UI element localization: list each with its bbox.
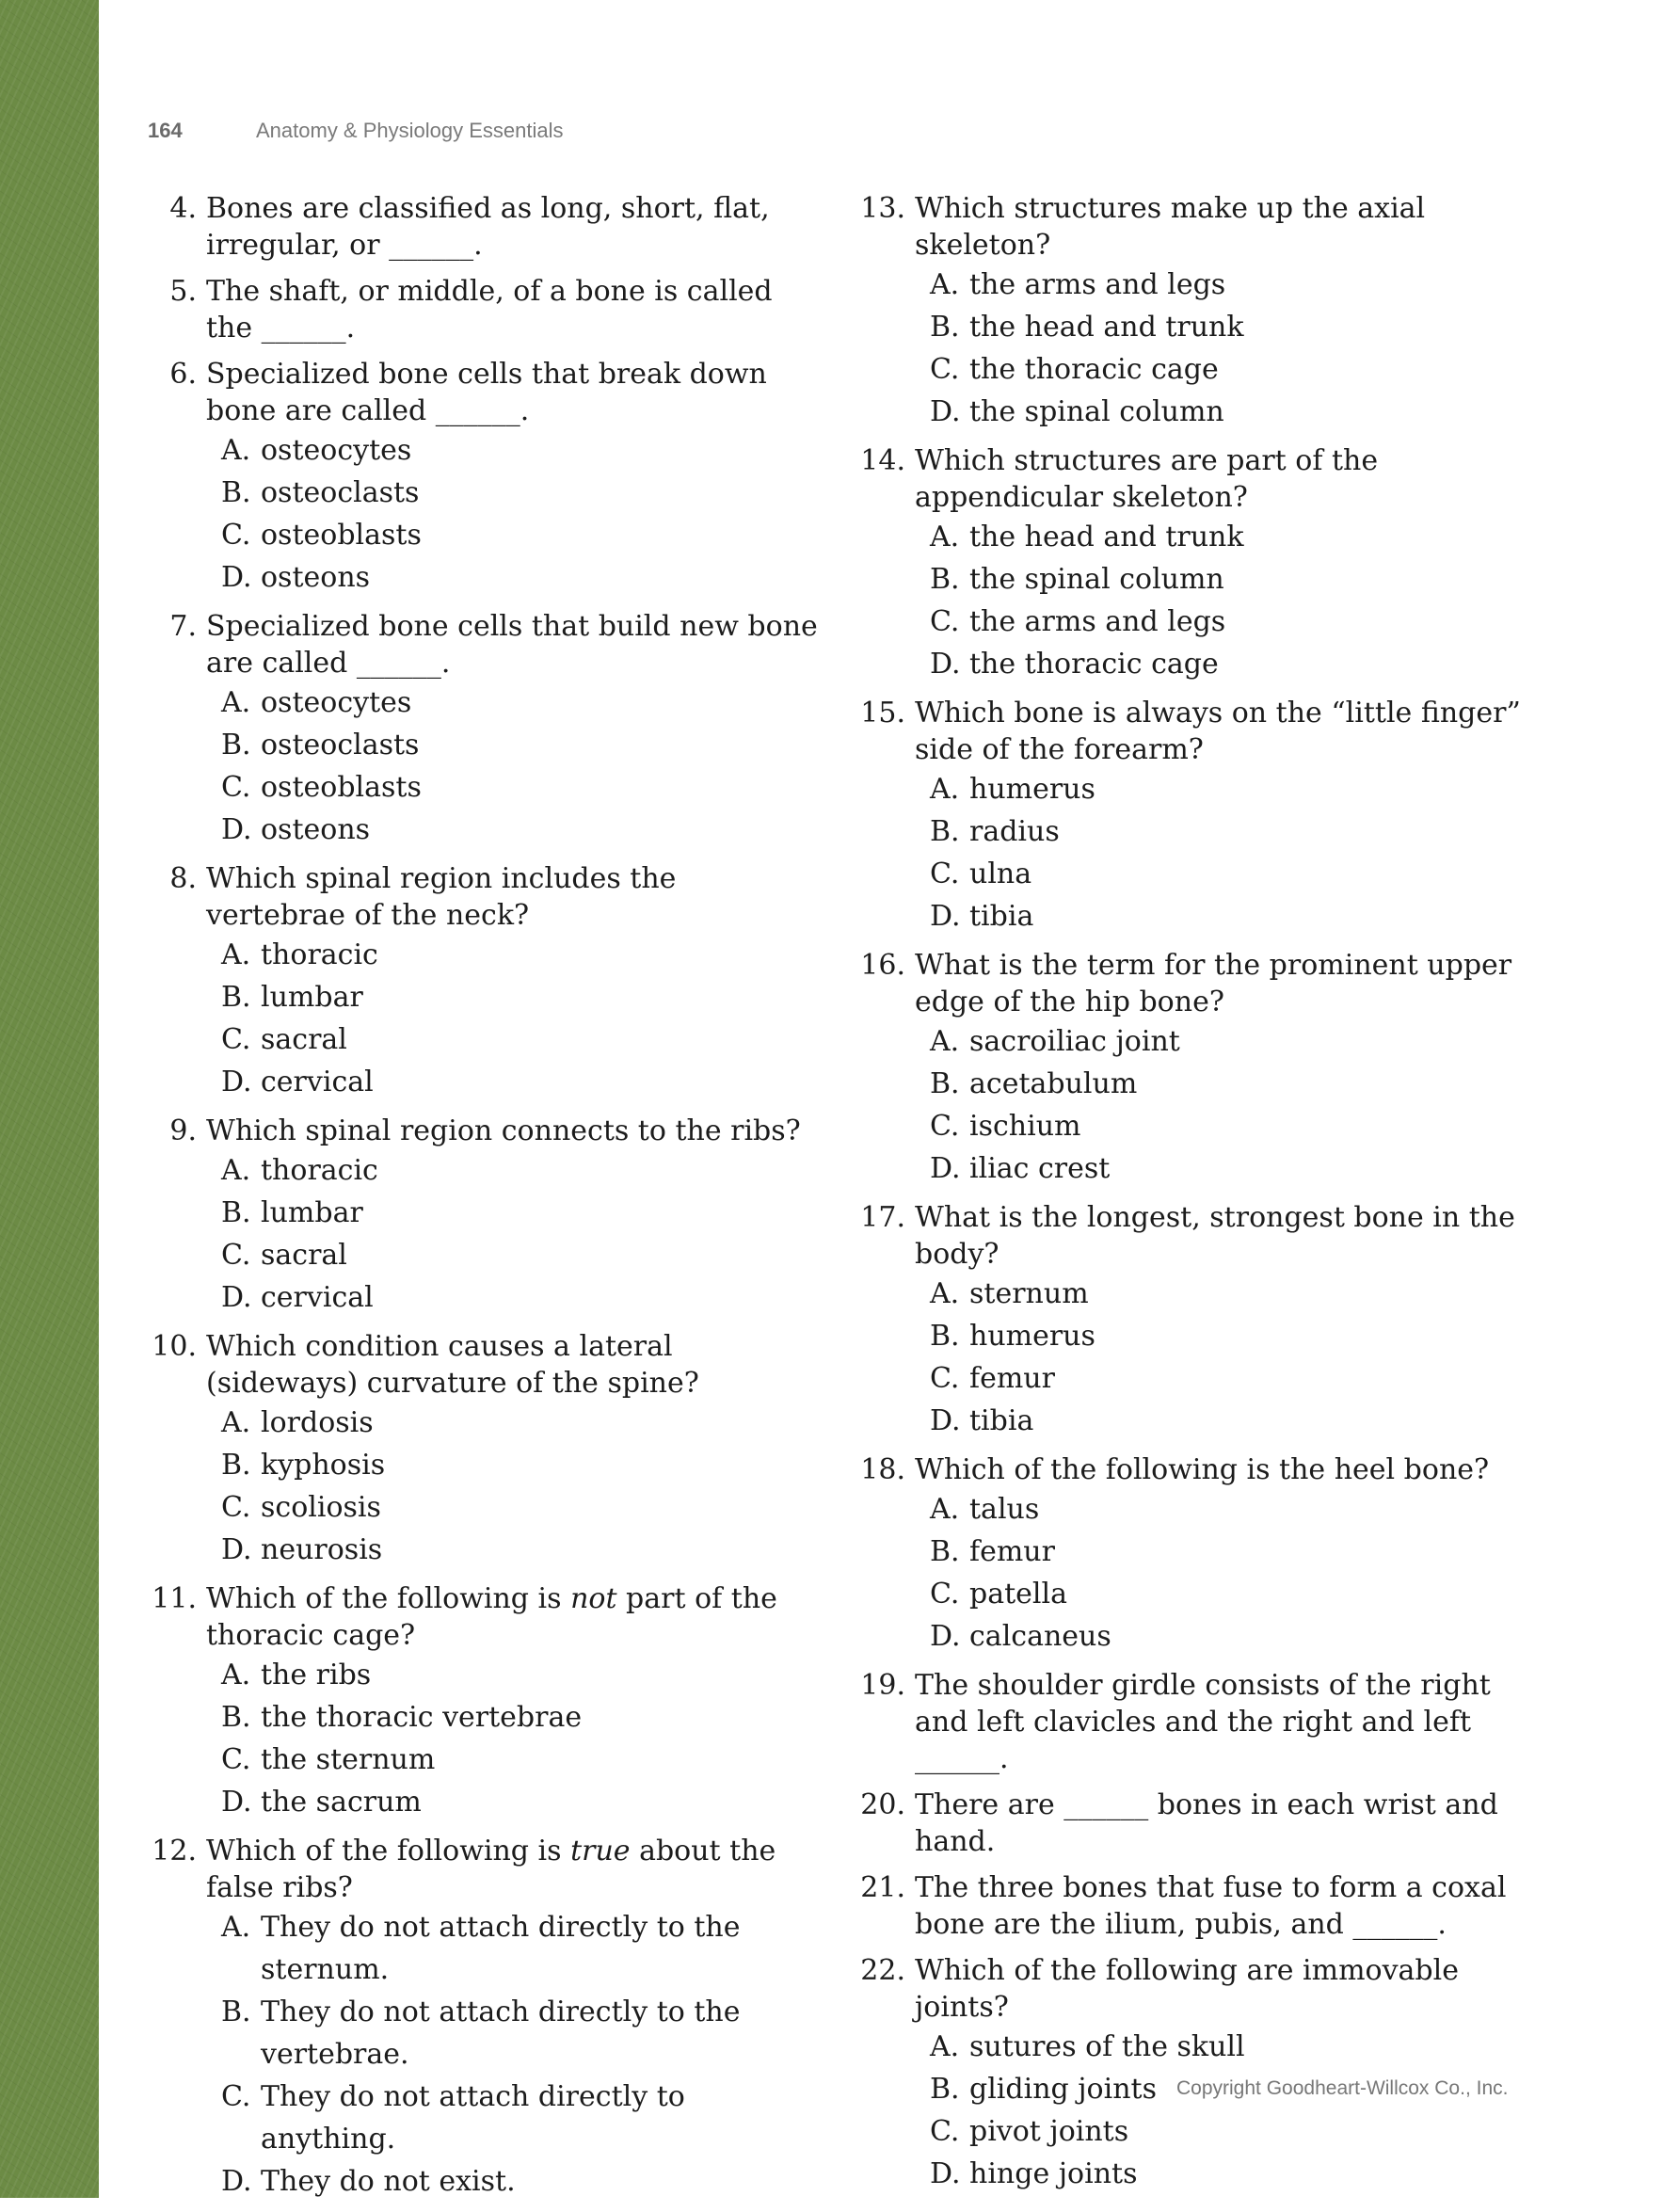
option-letter: B.: [930, 815, 960, 848]
option-text: osteoblasts: [261, 771, 422, 804]
option-text: osteoblasts: [261, 519, 422, 552]
option-letter: B.: [221, 729, 251, 761]
question-text: [915, 1199, 1532, 1273]
question-text: [915, 1667, 1532, 1777]
option-letter: C.: [930, 605, 960, 638]
question-text-part: Which spinal region connects to the ribs?: [206, 1114, 801, 1147]
question-text-part: Which structures make up the axial skeleton?: [915, 192, 1426, 262]
question-text-part: Which condition causes a lateral (sideways) curvature of the spine?: [206, 1330, 699, 1400]
option-text: sternum: [969, 1277, 1089, 1310]
answer-option: [146, 1234, 824, 1276]
right-column: [855, 190, 1532, 2204]
option-letter: D.: [930, 395, 961, 428]
answer-option: [146, 514, 824, 556]
option-text: osteocytes: [261, 434, 412, 467]
answer-option: [855, 768, 1532, 810]
answer-option: [146, 1192, 824, 1234]
question-item: [146, 608, 824, 851]
question-stem: [146, 1113, 824, 1149]
option-text: sacral: [261, 1239, 347, 1272]
question-text: [915, 1787, 1532, 1860]
question-text: [915, 1869, 1532, 1943]
question-emphasis: not: [570, 1582, 617, 1615]
option-letter: C.: [221, 1023, 251, 1056]
question-number: 20.: [860, 1788, 905, 1821]
question-item: [146, 860, 824, 1103]
option-letter: A.: [221, 1154, 251, 1187]
answer-option: [855, 1400, 1532, 1442]
option-text: the sternum: [261, 1743, 436, 1776]
option-text: ischium: [969, 1110, 1081, 1143]
question-text: [206, 1113, 824, 1149]
option-text: the arms and legs: [969, 605, 1226, 638]
option-letter: A.: [221, 1406, 251, 1439]
answer-option: [855, 853, 1532, 895]
answer-option: [146, 1654, 824, 1696]
answer-option: [855, 1020, 1532, 1063]
option-letter: D.: [221, 1281, 252, 1314]
option-letter: D.: [930, 900, 961, 933]
question-stem: [855, 1787, 1532, 1860]
question-text-part: Specialized bone cells that build new bone are called ______.: [206, 610, 818, 680]
option-text: the ribs: [261, 1659, 372, 1691]
option-text: osteoclasts: [261, 729, 420, 761]
decorative-side-bar: [0, 0, 99, 2198]
question-item: [146, 1833, 824, 2203]
option-letter: D.: [930, 648, 961, 681]
option-letter: D.: [930, 1404, 961, 1437]
option-text: cervical: [261, 1281, 374, 1314]
question-text-part: Which spinal region includes the vertebrae of the neck?: [206, 862, 677, 932]
option-letter: A.: [221, 434, 251, 467]
option-text: gliding joints: [969, 2073, 1157, 2106]
answer-option: [855, 1615, 1532, 1658]
option-letter: D.: [930, 1620, 961, 1653]
question-number: 16.: [860, 949, 905, 982]
answer-option: [146, 724, 824, 766]
answer-option: [146, 1991, 824, 2076]
question-text: [206, 608, 824, 681]
question-item: [146, 356, 824, 599]
question-text-part: What is the term for the prominent upper edge of the hip bone?: [915, 949, 1512, 1018]
question-text-part: Which of the following is: [206, 1835, 571, 1867]
option-letter: A.: [221, 1659, 251, 1691]
option-letter: C.: [221, 1239, 251, 1272]
question-number: 10.: [152, 1330, 197, 1363]
copyright-notice: Copyright Goodheart-Willcox Co., Inc.: [1176, 2077, 1509, 2099]
answer-option: [146, 2160, 824, 2203]
option-text: femur: [969, 1362, 1055, 1395]
answer-option: [146, 976, 824, 1018]
question-number: 17.: [860, 1201, 905, 1234]
question-item: [855, 695, 1532, 938]
answer-option: [146, 1149, 824, 1192]
option-letter: C.: [221, 771, 251, 804]
answer-option: [146, 1739, 824, 1781]
answer-option: [855, 516, 1532, 558]
question-stem: [855, 1667, 1532, 1777]
answer-option: [855, 1315, 1532, 1357]
question-number: 12.: [152, 1835, 197, 1867]
option-letter: D.: [221, 813, 252, 846]
option-letter: A.: [930, 268, 960, 301]
answer-option: [146, 556, 824, 599]
option-letter: A.: [221, 938, 251, 971]
answer-option: [855, 2153, 1532, 2195]
question-item: [146, 190, 824, 264]
question-text: [206, 1580, 824, 1654]
book-title: Anatomy & Physiology Essentials: [256, 119, 564, 142]
option-text: acetabulum: [969, 1067, 1138, 1100]
answer-option: [855, 601, 1532, 643]
option-letter: B.: [930, 311, 960, 344]
question-text: [206, 356, 824, 429]
question-text-part: Which of the following is: [206, 1582, 571, 1615]
question-text-part: about the false ribs?: [206, 1835, 776, 1904]
page-number: 164: [148, 119, 183, 142]
question-stem: [146, 608, 824, 681]
answer-option: [855, 348, 1532, 391]
question-stem: [855, 442, 1532, 516]
option-text: the head and trunk: [969, 311, 1244, 344]
question-number: 18.: [860, 1453, 905, 1486]
question-number: 22.: [860, 1954, 905, 1987]
option-text: the thoracic vertebrae: [261, 1701, 583, 1734]
answer-option: [146, 429, 824, 472]
question-item: [146, 273, 824, 346]
option-text: thoracic: [261, 1154, 378, 1187]
option-text: osteoclasts: [261, 476, 420, 509]
question-stem: [146, 1833, 824, 1906]
question-stem: [855, 1952, 1532, 2026]
option-letter: D.: [221, 1066, 252, 1098]
option-letter: B.: [221, 476, 251, 509]
answer-option: [146, 472, 824, 514]
option-text: lumbar: [261, 981, 363, 1014]
question-number: 21.: [860, 1871, 905, 1904]
answer-option: [855, 1147, 1532, 1190]
option-letter: D.: [221, 561, 252, 594]
question-number: 13.: [860, 192, 905, 225]
option-letter: B.: [930, 1535, 960, 1568]
option-text: osteons: [261, 813, 371, 846]
option-text: iliac crest: [969, 1152, 1111, 1185]
answer-option: [146, 809, 824, 851]
question-item: [855, 1451, 1532, 1658]
option-letter: C.: [930, 858, 960, 890]
option-text: They do not attach directly to the vertebrae.: [261, 1996, 741, 2071]
option-letter: C.: [930, 1578, 960, 1611]
question-number: 15.: [860, 697, 905, 729]
option-text: the sacrum: [261, 1786, 422, 1819]
answer-option: [855, 643, 1532, 685]
option-letter: D.: [221, 1533, 252, 1566]
option-letter: B.: [930, 1320, 960, 1353]
question-text-part: part of the thoracic cage?: [206, 1582, 777, 1652]
question-text-part: Bones are classified as long, short, flat, irregular, or ______.: [206, 192, 770, 262]
option-text: humerus: [969, 773, 1095, 806]
question-number: 9.: [169, 1114, 197, 1147]
answer-option: [146, 1018, 824, 1061]
question-stem: [146, 1580, 824, 1654]
question-text-part: Which of the following are immovable joints?: [915, 1954, 1459, 2024]
question-stem: [855, 1451, 1532, 1488]
question-text-part: The three bones that fuse to form a coxal bone are the ilium, pubis, and ______.: [915, 1871, 1507, 1941]
question-stem: [146, 860, 824, 934]
answer-option: [146, 1486, 824, 1529]
answer-option: [146, 681, 824, 724]
answer-option: [855, 391, 1532, 433]
option-text: ulna: [969, 858, 1032, 890]
answer-option: [146, 1061, 824, 1103]
option-letter: D.: [221, 1786, 252, 1819]
answer-option: [146, 1529, 824, 1571]
answer-option: [855, 1105, 1532, 1147]
question-item: [855, 1869, 1532, 1943]
option-letter: B.: [221, 1196, 251, 1229]
answer-option: [146, 934, 824, 976]
option-letter: A.: [930, 773, 960, 806]
option-text: sacroiliac joint: [969, 1025, 1180, 1058]
option-text: scoliosis: [261, 1491, 381, 1524]
question-item: [855, 1667, 1532, 1777]
question-item: [855, 190, 1532, 433]
option-letter: B.: [221, 1701, 251, 1734]
question-text: [915, 1451, 1532, 1488]
answer-option: [855, 1357, 1532, 1400]
question-number: 7.: [169, 610, 197, 643]
question-text: [206, 1328, 824, 1402]
option-text: sutures of the skull: [969, 2030, 1245, 2063]
question-item: [855, 1787, 1532, 1860]
option-text: humerus: [969, 1320, 1095, 1353]
option-letter: D.: [221, 2165, 252, 2198]
question-text: [915, 695, 1532, 768]
option-letter: B.: [930, 1067, 960, 1100]
question-text-part: Which bone is always on the “little finger” side of the forearm?: [915, 697, 1521, 766]
question-text: [206, 190, 824, 264]
answer-option: [855, 306, 1532, 348]
option-text: the thoracic cage: [969, 648, 1219, 681]
option-text: tibia: [969, 1404, 1034, 1437]
answer-option: [855, 558, 1532, 601]
answer-option: [146, 1781, 824, 1823]
option-letter: B.: [221, 981, 251, 1014]
option-letter: B.: [221, 1449, 251, 1482]
option-text: calcaneus: [969, 1620, 1111, 1653]
option-letter: B.: [930, 2073, 960, 2106]
question-item: [855, 1952, 1532, 2195]
answer-option: [855, 1063, 1532, 1105]
option-letter: C.: [221, 2080, 251, 2113]
question-text: [915, 947, 1532, 1020]
question-item: [146, 1113, 824, 1319]
option-text: pivot joints: [969, 2115, 1129, 2148]
answer-option: [146, 1276, 824, 1319]
question-text-part: Which of the following is the heel bone?: [915, 1453, 1490, 1486]
option-letter: B.: [930, 563, 960, 596]
option-text: lumbar: [261, 1196, 363, 1229]
question-text: [206, 273, 824, 346]
question-text-part: The shoulder girdle consists of the right and left clavicles and the right and left ______.: [915, 1669, 1491, 1775]
option-letter: A.: [221, 686, 251, 719]
option-letter: C.: [930, 1362, 960, 1395]
question-number: 5.: [169, 275, 197, 308]
question-number: 6.: [169, 358, 197, 391]
answer-option: [855, 1573, 1532, 1615]
option-letter: D.: [930, 2157, 961, 2190]
option-text: talus: [969, 1493, 1040, 1526]
answer-option: [855, 1488, 1532, 1531]
question-text: [915, 190, 1532, 264]
answer-option: [146, 1402, 824, 1444]
option-text: osteocytes: [261, 686, 412, 719]
question-stem: [855, 190, 1532, 264]
left-column: [146, 190, 824, 2212]
option-letter: A.: [930, 1277, 960, 1310]
question-stem: [855, 1199, 1532, 1273]
question-stem: [855, 947, 1532, 1020]
answer-option: [855, 2026, 1532, 2068]
question-item: [855, 947, 1532, 1190]
question-stem: [146, 1328, 824, 1402]
question-number: 8.: [169, 862, 197, 895]
question-text-part: Which structures are part of the appendicular skeleton?: [915, 444, 1379, 514]
question-number: 14.: [860, 444, 905, 477]
option-text: the spinal column: [969, 563, 1224, 596]
option-text: radius: [969, 815, 1060, 848]
question-text-part: What is the longest, strongest bone in the body?: [915, 1201, 1515, 1271]
question-item: [855, 442, 1532, 685]
question-stem: [855, 695, 1532, 768]
answer-option: [146, 1906, 824, 1991]
option-text: They do not exist.: [261, 2165, 516, 2198]
option-letter: C.: [930, 353, 960, 386]
answer-option: [855, 810, 1532, 853]
answer-option: [146, 766, 824, 809]
question-item: [146, 1580, 824, 1823]
option-letter: A.: [930, 2030, 960, 2063]
answer-option: [855, 1273, 1532, 1315]
question-text: [206, 860, 824, 934]
answer-option: [855, 264, 1532, 306]
question-item: [146, 1328, 824, 1571]
question-emphasis: true: [570, 1835, 631, 1867]
option-letter: B.: [221, 1996, 251, 2028]
option-text: cervical: [261, 1066, 374, 1098]
option-letter: C.: [221, 519, 251, 552]
option-text: They do not attach directly to anything.: [261, 2080, 685, 2156]
option-letter: C.: [221, 1743, 251, 1776]
answer-option: [855, 895, 1532, 938]
question-text: [915, 1952, 1532, 2026]
option-text: hinge joints: [969, 2157, 1138, 2190]
question-stem: [146, 190, 824, 264]
option-text: They do not attach directly to the sternum.: [261, 1911, 741, 1986]
answer-option: [146, 1696, 824, 1739]
option-text: tibia: [969, 900, 1034, 933]
option-letter: C.: [930, 2115, 960, 2148]
option-text: thoracic: [261, 938, 378, 971]
question-stem: [146, 273, 824, 346]
option-text: the spinal column: [969, 395, 1224, 428]
question-stem: [855, 1869, 1532, 1943]
question-stem: [146, 356, 824, 429]
option-letter: C.: [221, 1491, 251, 1524]
question-item: [855, 1199, 1532, 1442]
option-letter: C.: [930, 1110, 960, 1143]
option-text: femur: [969, 1535, 1055, 1568]
question-text-part: The shaft, or middle, of a bone is called the ______.: [206, 275, 773, 345]
running-header: [148, 117, 564, 145]
question-number: 19.: [860, 1669, 905, 1702]
option-letter: A.: [930, 1493, 960, 1526]
option-text: neurosis: [261, 1533, 383, 1566]
option-letter: D.: [930, 1152, 961, 1185]
option-letter: A.: [930, 521, 960, 553]
option-letter: A.: [221, 1911, 251, 1944]
option-text: patella: [969, 1578, 1067, 1611]
option-text: the head and trunk: [969, 521, 1244, 553]
answer-option: [146, 2076, 824, 2160]
option-text: lordosis: [261, 1406, 374, 1439]
option-text: osteons: [261, 561, 371, 594]
answer-option: [146, 1444, 824, 1486]
question-number: 11.: [152, 1582, 197, 1615]
answer-option: [855, 1531, 1532, 1573]
option-text: kyphosis: [261, 1449, 386, 1482]
question-text: [915, 442, 1532, 516]
question-text-part: Specialized bone cells that break down bone are called ______.: [206, 358, 767, 427]
question-text: [206, 1833, 824, 1906]
option-text: the arms and legs: [969, 268, 1226, 301]
question-text-part: There are ______ bones in each wrist and hand.: [915, 1788, 1498, 1858]
question-number: 4.: [169, 192, 197, 225]
option-text: sacral: [261, 1023, 347, 1056]
answer-option: [855, 2110, 1532, 2153]
option-letter: A.: [930, 1025, 960, 1058]
option-text: the thoracic cage: [969, 353, 1219, 386]
